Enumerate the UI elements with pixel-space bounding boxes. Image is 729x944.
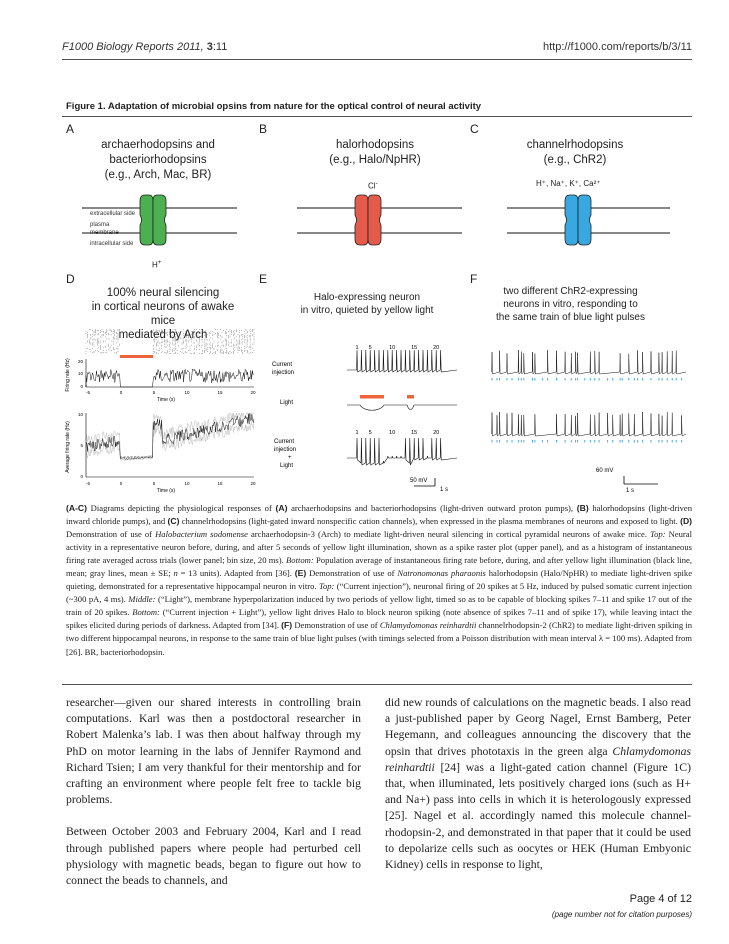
panel-letter-b: B	[259, 122, 268, 136]
panel-e-title-line1: Halo-expressing neuron	[313, 292, 421, 303]
body-left-column	[66, 695, 361, 905]
cap-s4: archaerhodopsins and bacteriorhodopsins (light-driven outward proton pumps),	[287, 503, 577, 513]
e-num-top: 1	[355, 345, 359, 351]
e-num-top: 10	[389, 345, 396, 351]
ion-b-sup: -	[375, 181, 378, 187]
cap-s17: n	[173, 568, 178, 579]
panel-a-title-line2: bacteriorhodopsins	[109, 154, 207, 166]
panel-f-title	[493, 285, 648, 324]
f-pulse-ticks-1	[492, 378, 682, 381]
body-left-p2: Between October 2003 and February 2004, Karl and I read through published papers where people had perturbed cell physiology with magnetic beads, began to figure out how to connect the beads to channels, and	[66, 825, 361, 888]
chr2-opsin-icon	[565, 195, 591, 245]
journal-volume: 3	[206, 41, 213, 53]
e-label-plus: +	[288, 455, 292, 461]
panel-a-title-line1: archaerhodopsins and	[101, 139, 215, 151]
raster-ticks	[86, 329, 254, 354]
cap-s18: = 13 units). Adapted from [36].	[177, 568, 295, 579]
f-blue-pulses-1	[492, 378, 682, 381]
d-bottom-ylabel: Average firing rate (Hz)	[65, 421, 71, 473]
panel-e-title	[292, 291, 442, 317]
cap-s9: (D)	[680, 516, 693, 527]
e-label-current-2: Current	[274, 439, 295, 445]
figure-caption	[66, 502, 692, 659]
d-top-xlabel: Time (s)	[156, 397, 176, 403]
e-light-trace	[347, 405, 457, 410]
cap-s30: Demonstration of use of	[292, 620, 380, 631]
cap-s27: Bottom:	[132, 607, 160, 618]
panel-letter-e: E	[259, 272, 268, 286]
panel-f-traces	[478, 340, 692, 500]
e-num-bottom: 15	[411, 430, 418, 436]
population-line-1	[86, 421, 254, 461]
d-bottom-ytick-10: 10	[77, 412, 83, 417]
e-num-bottom: 10	[389, 430, 396, 436]
e-yellow-light-bar-2	[407, 395, 414, 399]
d-top-xtick: 10	[184, 390, 190, 395]
d-bottom-xtick: 5	[152, 481, 156, 486]
panel-d-title-line3: mediated by Arch	[118, 329, 208, 341]
f-trace-line-1	[492, 350, 686, 374]
firing-rate-histogram	[86, 369, 253, 387]
body-right-p1c: [24] was a light-gated cation channel (Figure 1C) that, when illuminated, lets positively charged ions (such as H+ and Na+) pass into cells in which it is heterologously expressed [25]. Nagel et al. accordingly named this molecule channel-rhodopsin-2, and demonstrated in that paper that it could be used to depolarize cells such as oocytes or HEK (Human Embyonic Kidney) cells in response to light,	[385, 760, 691, 872]
ion-b-text: Cl	[368, 181, 376, 191]
body-right-p1b: Chlamydomonas reinhardtii	[385, 744, 691, 774]
d-top-ytick-0: 0	[80, 384, 83, 389]
yellow-light-bar-d	[120, 355, 153, 358]
f-scale-mv: 60 mV	[596, 468, 614, 474]
cap-s26: (“Light”), membrane hyperpolarization induced by two periods of yellow light, timed so as to be capable of blocking spikes 7–11 and spike 17 out of the train of 20 spikes.	[66, 594, 692, 618]
cap-s15: Bottom:	[286, 555, 314, 566]
label-membrane: membrane	[90, 230, 119, 236]
d-bottom-ytick-5: 5	[80, 443, 83, 448]
d-top-xtick: 20	[250, 390, 256, 395]
journal-name: F1000 Biology Reports 2011,	[62, 41, 207, 53]
ion-a-text: H	[152, 260, 158, 270]
e-label-light: Light	[280, 400, 294, 406]
panel-f-title-line1: two different ChR2-expressing	[503, 286, 638, 297]
body-right-p1a: did new rounds of calculations on the magnetic beads. I also read a just-published paper by Georg Nagel, Ernst Bamberg, Peter Hegemann, and colleagues announcing the discovery that the opsin that drives phototaxis in the green alga	[385, 696, 691, 758]
panel-d-title-line1: 100% neural silencing	[106, 287, 220, 299]
page-note: (page number not for citation purposes)	[551, 910, 692, 919]
panel-c-title-line2: (e.g., ChR2)	[543, 154, 607, 166]
e-trace-line-1	[347, 350, 457, 372]
cap-s2: Diagrams depicting the physiological responses of	[87, 503, 276, 513]
panel-letter-d: D	[66, 272, 75, 286]
header-url[interactable]: http://f1000.com/reports/b/3/11	[543, 41, 692, 53]
cap-s23: Top:	[318, 581, 335, 592]
d-top-xtick: 15	[217, 390, 223, 395]
d-top-ytick-10: 10	[77, 371, 83, 376]
e-scale-s: 1 s	[440, 487, 449, 493]
panel-d-plots	[62, 325, 262, 500]
panel-letter-c: C	[470, 122, 479, 136]
cap-s25: Middle:	[128, 594, 156, 605]
cap-s7: (C)	[167, 516, 180, 527]
e-spike-numbers-top	[355, 345, 439, 351]
cap-s31: Chlamydomonas reinhardtii	[379, 620, 477, 631]
e-num-bottom: 20	[433, 430, 440, 436]
cap-s14: Neural activity in a representative neuron before, during, and after 5 seconds of yellow light illumination, shown as a spike raster plot (upper panel), and as a histogram of instantaneous firing rate averaged across trials (lower panel; bin size, 20 ms).	[66, 529, 692, 566]
panel-letter-a: A	[66, 122, 75, 136]
cap-s19: (E)	[294, 568, 307, 579]
panel-c-title-line1: channelrhodopsins	[526, 139, 624, 151]
d-bottom-xlabel: Time (s)	[156, 488, 176, 494]
f-pulse-ticks-2	[492, 440, 682, 443]
e-combined-trace	[347, 438, 457, 465]
panel-e-title-line2: in vitro, quieted by yellow light	[300, 305, 434, 316]
cap-s29: (F)	[281, 620, 293, 631]
cap-s1: (A-C)	[66, 503, 87, 513]
f-trace-line-2	[492, 412, 686, 436]
figure-title-rule	[62, 116, 692, 117]
e-num-bottom: 1	[355, 430, 359, 436]
e-label-injection-2: injection	[274, 447, 297, 453]
ion-label-a	[152, 260, 161, 270]
cap-s20: Demonstration of use of	[306, 568, 398, 579]
e-num-top: 15	[411, 345, 418, 351]
cap-s8: channelrhodopsins (light-gated inward nonspecific cation channels), when expressed in the plasma membranes of neurons and exposed to light.	[179, 516, 681, 527]
cap-s6: halorhodopsins (light-driven inward chloride pumps), and	[66, 503, 692, 527]
panel-a-title-line3: (e.g., Arch, Mac, BR)	[104, 169, 212, 181]
panel-f-title-line3: the same train of blue light pulses	[496, 312, 645, 323]
cap-s12: archaerhodopsin-3 (Arch) to mediate light-driven neural silencing in cortical pyramidal neurons of awake mice.	[247, 529, 651, 540]
e-yellow-light-bar-1	[360, 395, 384, 399]
panel-d-title-line2: in cortical neurons of awake mice	[91, 301, 235, 327]
panel-f-title-line2: neurons in vitro, responding to	[503, 299, 638, 310]
d-bottom-xtick: -5	[85, 481, 91, 486]
body-left-p1: researcher—given our shared interests in controlling brain computations. Karl was then a postdoctoral researcher in Robert Malenka’s lab. I was then about halfway through my PhD on motor learning in the labs of Jennifer Raymond and Richard Tsien; I am very thankful for their mentorship and for crafting an environment where people felt free to tackle big problems.	[66, 696, 361, 807]
panel-b-title-line1: halorhodopsins	[335, 139, 414, 151]
spike-raster	[86, 329, 254, 354]
page-number: Page 4 of 12	[629, 893, 692, 905]
halo-opsin-icon	[355, 195, 381, 245]
label-plasma: plasma	[90, 222, 110, 228]
label-intracellular: intracellular side	[90, 241, 134, 247]
e-num-top: 5	[368, 345, 372, 351]
d-bottom-xtick: 0	[119, 481, 123, 486]
panel-letter-f: F	[470, 272, 478, 286]
panel-c-title	[500, 138, 650, 168]
cap-s10: Demonstration of use of	[66, 529, 156, 540]
e-label-current: Current	[272, 362, 293, 368]
d-top-ylabel: Firing rate (Hz)	[65, 358, 71, 392]
figure-title: Figure 1. Adaptation of microbial opsins from nature for the optical control of neural activity	[66, 101, 482, 112]
f-neuron1-trace	[492, 350, 686, 374]
d-top-xtick: 5	[152, 390, 156, 395]
e-spike-numbers-bottom	[355, 430, 439, 436]
cap-s24: (“Current injection”), neuronal firing of 20 spikes at 5 Hz, induced by pulsed somatic current injection (~300 pA, 4 ms).	[66, 581, 692, 605]
d-bottom-xtick: 10	[184, 481, 190, 486]
d-top-xtick: 0	[119, 390, 123, 395]
population-average-trace	[86, 413, 254, 461]
cap-s28: (“Current injection + Light”), yellow light drives Halo to block neuron spiking (note absence of spikes 7–11 and of spike 17), while leaving intact the spikes elicited during periods of darkness. Adapted from [34].	[66, 607, 692, 631]
e-num-top: 20	[433, 345, 440, 351]
f-scale-s: 1 s	[626, 488, 635, 494]
histogram-line	[86, 369, 253, 387]
e-label-light-2: Light	[280, 463, 294, 469]
ion-label-b	[368, 181, 378, 191]
ion-a-sup: +	[157, 260, 162, 266]
e-num-bottom: 5	[368, 430, 372, 436]
body-right-column	[385, 695, 691, 889]
e-current-injection-trace	[347, 350, 457, 372]
e-trace-line-3	[347, 438, 457, 465]
f-blue-pulses-2	[492, 440, 682, 443]
d-bottom-xtick: 20	[250, 481, 256, 486]
journal-header	[62, 41, 227, 53]
cap-s11: Halobacterium sodomense	[155, 529, 248, 540]
cap-s16: Population average of instantaneous firing rate before, during, and after yellow light illumination (black line, mean; gray lines, mean ± SE;	[66, 555, 692, 579]
caption-rule	[62, 684, 692, 685]
e-scale-mv: 50 mV	[410, 478, 428, 484]
header-rule	[62, 59, 692, 60]
d-top-ytick-20: 20	[77, 359, 83, 364]
cap-s21: Natronomonas pharaonis	[397, 568, 486, 579]
d-bottom-xtick: 15	[217, 481, 223, 486]
label-extracellular: extracellular side	[90, 211, 136, 217]
panel-b-title-line2: (e.g., Halo/NpHR)	[329, 154, 421, 166]
e-trace-line-2	[347, 405, 457, 410]
arch-opsin-icon	[140, 195, 166, 245]
panel-e-traces	[262, 340, 472, 500]
d-top-xtick: -5	[85, 390, 91, 395]
d-bottom-ytick-0: 0	[80, 474, 83, 479]
f-neuron2-trace	[492, 412, 686, 436]
ion-label-c: H⁺, Na⁺, K⁺, Ca²⁺	[536, 179, 601, 188]
e-label-injection: injection	[272, 370, 295, 376]
cap-s5: (B)	[576, 503, 589, 513]
cap-s32: channelrhodopsin-2 (ChR2) to mediate light-driven spiking in two different hippocampal neurons, in response to the same train of blue light pulses (with timings selected from a Poisson distribution with mean interval λ = 100 ms). Adapted from [26]. BR, bacteriorhodopsin.	[66, 620, 692, 657]
journal-issue: :11	[212, 41, 228, 53]
cap-s3: (A)	[275, 503, 288, 513]
cap-s13: Top:	[650, 529, 666, 540]
cap-s22: halorhodopsin (Halo/NpHR) to mediate light-driven spike quieting, demonstrated for a representative hippocampal neuron in vitro.	[66, 568, 693, 592]
panel-b-title	[300, 138, 450, 168]
